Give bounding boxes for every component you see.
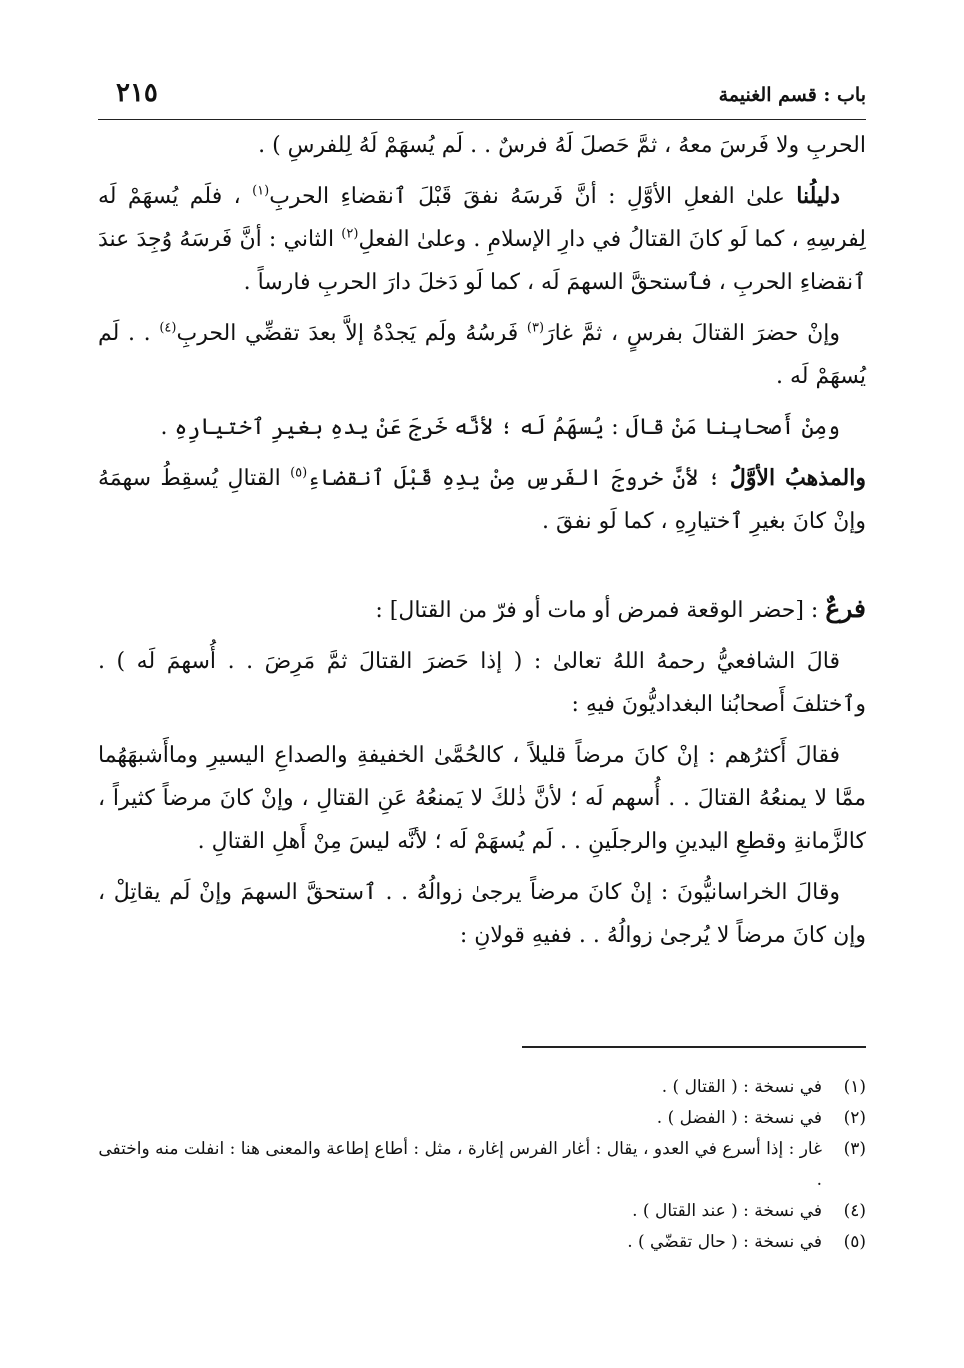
footnote-2 <box>98 1103 866 1134</box>
footnote-5 <box>98 1227 866 1258</box>
footnote-text: في نسخة : ( حال تقضّي ) . <box>627 1232 822 1252</box>
footnote-ref-1[interactable]: (١) <box>252 183 270 199</box>
footnote-number: (١) <box>843 1077 866 1097</box>
footnote-number: (٢) <box>843 1108 866 1128</box>
footnotes <box>98 1072 866 1258</box>
footnote-text: غار : إذا أسرع في العدو ، يقال : أغار الفرس إغارة ، مثل : أطاع إطاعة والمعنى هنا : انفلت منه واختفى . <box>98 1139 822 1190</box>
footnote-text: في نسخة : ( الفضل ) . <box>656 1108 822 1128</box>
paragraph-2 <box>98 175 866 304</box>
paragraph-3-text-a: وإنْ حضرَ القتالَ بفرسٍ ، ثمَّ غارَ <box>544 321 840 346</box>
paragraph-1: الحربِ ولا فَرسَ معهُ ، ثمَّ حَصلَ لَهُ فرسٌ . . لَم يُسهَمْ لَهُ لِلفرسِ ) . <box>258 133 866 158</box>
footnote-ref-5[interactable]: (٥) <box>290 465 308 481</box>
paragraph-8: وقالَ الخراسانيُّونَ : إنْ كانَ مرضاً يرجىٰ زوالُهُ . . ٱستحقَّ السهمَ وإنْ لَم يقاتِلْ ، وإن كانَ مرضاً لا يُرجىٰ زوالُهُ . . ففيهِ قولانِ : <box>98 880 866 948</box>
footnote-rule <box>522 1046 866 1048</box>
paragraph-7: فقالَ أَكثرُهم : إنْ كانَ مرضاً قليلاً ، كالحُمَّىٰ الخفيفةِ والصداعِ اليسيرِ وماأَشبهَهُما ممَّا لا يمنعُهُ القتالَ . . أُسهم لَه ؛ لأنَّ ذٰلكَ لا يَمنعُهُ عَنِ القتالِ ، وإنْ كانَ مرضاً كثيراً ، كالزَّمانةِ وقطعِ اليدينِ والرجلَينِ . . لَم يُسهَمْ لَه ؛ لأنَّه ليسَ مِنْ أَهلِ القتالِ . <box>98 743 866 854</box>
footnote-number: (٤) <box>843 1201 866 1221</box>
footnote-text: في نسخة : ( عند القتال ) . <box>632 1201 822 1221</box>
paragraph-2-text-a: علىٰ الفعلِ الأوَّلِ : أنَّ فَرسَهُ نفقَ قَبْلَ ٱنقضاءِ الحربِ <box>269 184 797 209</box>
paragraph-5 <box>98 457 866 543</box>
footnote-ref-3[interactable]: (٣) <box>526 320 545 336</box>
footnote-4 <box>98 1196 866 1227</box>
chapter-title: باب : قسم الغنيمة <box>718 84 866 106</box>
paragraph-2-text-c: الثاني : أنَّ فَرسَهُ وُجِدَ عندَ ٱنقضاءِ الحربِ ، فٱستحقَّ السهمَ لَه ، كما لَو دَخلَ دارَ الحربِ فارساً . <box>98 227 866 295</box>
footnote-1 <box>98 1072 866 1103</box>
footnote-text: في نسخة : ( القتال ) . <box>661 1077 822 1097</box>
footnote-ref-4[interactable]: (٤) <box>159 320 177 336</box>
section-label: فرعٌ <box>825 594 866 623</box>
running-header <box>98 74 866 114</box>
paragraph-6: قالَ الشافعيُّ رحمهُ اللهُ تعالىٰ : ( إذا حَضرَ القتالَ ثمَّ مَرِضَ . . أُسهمَ لَه ) . وٱختلفَ أَصحابُنا البغداديُّونَ فيهِ : <box>98 649 866 717</box>
footnote-number: (٥) <box>843 1232 866 1252</box>
footnote-3 <box>98 1134 866 1196</box>
page-number: ٢١٥ <box>116 78 158 108</box>
paragraph-3 <box>98 312 866 398</box>
paragraph-3-text-b: فَرسُهُ ولَم يَجدْهُ إلاَّ بعدَ تقضِّي الحربِ <box>176 321 527 346</box>
paragraph-2-lead: دليلُنا <box>796 183 841 209</box>
footnote-number: (٣) <box>843 1139 866 1159</box>
section-title: : [حضر الوقعة فمرض أو مات أو فرّ من القتال] : <box>375 598 826 623</box>
paragraph-5-text-b: القتالِ يُسقِطُ سهمَهُ وإنْ كانَ بغيرِ ٱختيارِهِ ، كما لَو نفقَ . <box>98 466 866 534</box>
paragraph-5-text-a: ؛ لأنَّ خروجَ الفَرسِ مِنْ يدِهِ قَبْلَ ٱنقضاءِ <box>307 466 730 491</box>
paragraph-4: ومِنْ أَصحابِنا مَنْ قالَ : يُسهَمُ لَه ؛ لأنَّه خَرجَ عَنْ يدهِ بغيرِ ٱختيارِهِ . <box>160 415 840 440</box>
paragraph-5-lead: والمذهبُ الأوَّلُ <box>729 465 866 491</box>
section-heading <box>98 587 866 632</box>
paragraph-3-text-c: . . لَم يُسهَمْ لَه . <box>98 321 866 389</box>
paragraph-2-text-b: ، فلَم يُسهَمْ لَه لِفرسِهِ ، كما لَو كانَ القتالُ في دارِ الإسلامِ . وعلىٰ الفعلِ <box>98 184 866 252</box>
header-rule <box>98 119 866 120</box>
main-text <box>98 124 866 965</box>
footnote-ref-2[interactable]: (٢) <box>341 226 359 242</box>
